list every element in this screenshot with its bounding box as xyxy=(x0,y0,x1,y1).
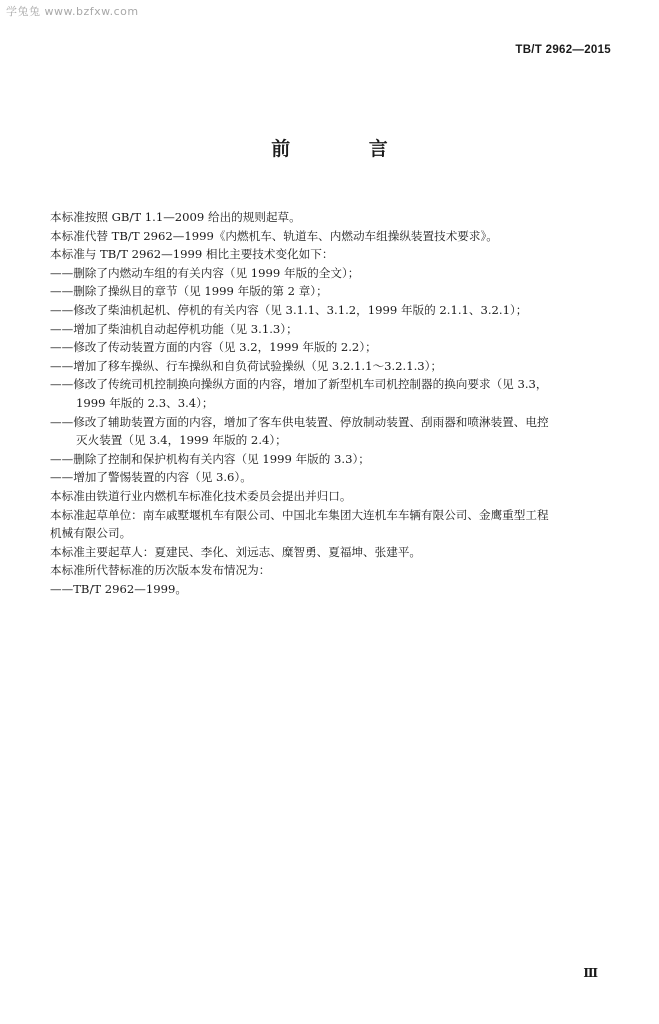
change-item: ——增加了移车操纵、行车操纵和自负荷试验操纵（见 3.2.1.1～3.2.1.3）； xyxy=(50,358,443,373)
change-item: ——增加了柴油机自动起停机功能（见 3.1.3）； xyxy=(50,321,298,336)
change-item: ——增加了警惕装置的内容（见 3.6）。 xyxy=(50,470,252,485)
paragraph-drafting-units-continuation: 机械有限公司。 xyxy=(50,526,132,541)
paragraph-proposer: 本标准由铁道行业内燃机车标准化技术委员会提出并归口。 xyxy=(50,488,352,503)
page-number: Ⅲ xyxy=(583,966,597,980)
change-item: ——删除了控制和保护机构有关内容（见 1999 年版的 3.3）； xyxy=(50,451,370,466)
change-item-continuation: 灭火装置（见 3.4，1999 年版的 2.4）； xyxy=(76,433,287,448)
paragraph-drafting-rule: 本标准按照 GB/T 1.1—2009 给出的规则起草。 xyxy=(50,210,301,224)
paragraph-drafters: 本标准主要起草人：夏建民、李化、刘远志、糜智勇、夏福坤、张建平。 xyxy=(50,544,422,559)
change-item: ——删除了内燃动车组的有关内容（见 1999 年版的全文）； xyxy=(50,265,360,280)
foreword-body xyxy=(50,208,620,598)
change-item: ——修改了传动装置方面的内容（见 3.2，1999 年版的 2.2）； xyxy=(50,340,377,355)
history-item: ——TB/T 2962—1999。 xyxy=(50,581,187,596)
paragraph-drafting-units: 本标准起草单位：南车戚墅堰机车有限公司、中国北车集团大连机车车辆有限公司、金鹰重型工程 xyxy=(50,507,549,522)
page-title: 前 言 xyxy=(271,138,424,160)
paragraph-changes-intro: 本标准与 TB/T 2962—1999 相比主要技术变化如下： xyxy=(50,247,334,262)
paragraph-history-intro: 本标准所代替标准的历次版本发布情况为： xyxy=(50,563,271,578)
change-item: ——修改了辅助装置方面的内容，增加了客车供电装置、停放制动装置、刮雨器和喷淋装置、电控 xyxy=(50,414,549,429)
change-item: ——删除了操纵目的章节（见 1999 年版的第 2 章）； xyxy=(50,284,328,299)
change-item-continuation: 1999 年版的 2.3、3.4）； xyxy=(76,395,214,410)
standard-code: TB/T 2962—2015 xyxy=(515,44,611,56)
paragraph-replaces: 本标准代替 TB/T 2962—1999《内燃机车、轨道车、内燃动车组操纵装置技术要求》。 xyxy=(50,228,498,243)
change-item: ——修改了柴油机起机、停机的有关内容（见 3.1.1、3.1.2，1999 年版的 2.1.1、3.2.1）； xyxy=(50,302,528,317)
change-item: ——修改了传统司机控制换向操纵方面的内容，增加了新型机车司机控制器的换向要求（见 3.3， xyxy=(50,377,548,392)
watermark-text: 学兔兔 www.bzfxw.com xyxy=(6,5,139,18)
